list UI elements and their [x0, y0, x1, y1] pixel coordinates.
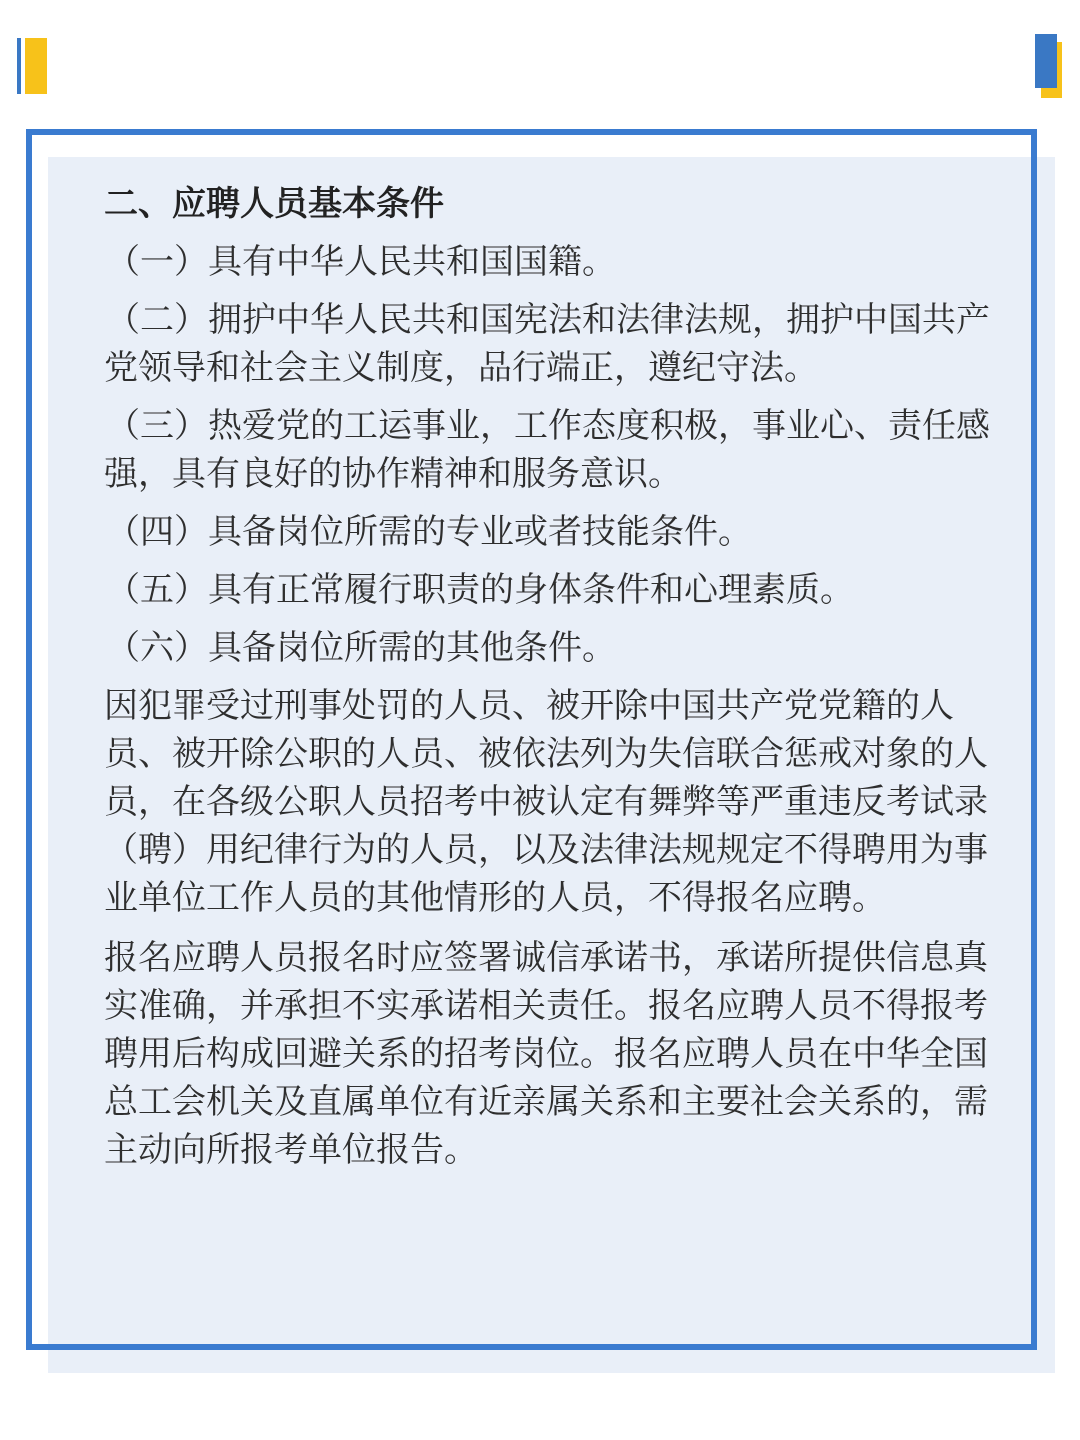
condition-3: （三）热爱党的工运事业，工作态度积极，事业心、责任感强，具有良好的协作精神和服务意识。: [104, 406, 990, 494]
card-content: [104, 176, 1004, 1186]
disqualification-paragraph: 因犯罪受过刑事处罚的人员、被开除中国共产党党籍的人员、被开除公职的人员、被依法列为失信联合惩戒对象的人员，在各级公职人员招考中被认定有舞弊等严重违反考试录（聘）用纪律行为的人员，以及法律法规规定不得聘用为事业单位工作人员的其他情形的人员，不得报名应聘。: [104, 686, 988, 918]
decor-right-blue-block: [1035, 34, 1057, 88]
decor-left-line: [17, 38, 21, 94]
condition-1: （一）具有中华人民共和国国籍。: [106, 242, 616, 282]
condition-5: （五）具有正常履行职责的身体条件和心理素质。: [106, 570, 854, 610]
integrity-commitment-paragraph: 报名应聘人员报名时应签署诚信承诺书，承诺所提供信息真实准确，并承担不实承诺相关责任。报名应聘人员不得报考聘用后构成回避关系的招考岗位。报名应聘人员在中华全国总工会机关及直属单位有近亲属关系和主要社会关系的，需主动向所报考单位报告。: [104, 938, 988, 1170]
section-heading: 二、应聘人员基本条件: [104, 184, 444, 224]
condition-6: （六）具备岗位所需的其他条件。: [106, 628, 616, 668]
condition-2: （二）拥护中华人民共和国宪法和法律法规，拥护中国共产党领导和社会主义制度，品行端正，遵纪守法。: [104, 300, 990, 388]
decor-left-yellow-bar: [25, 38, 47, 94]
condition-4: （四）具备岗位所需的专业或者技能条件。: [106, 512, 752, 552]
